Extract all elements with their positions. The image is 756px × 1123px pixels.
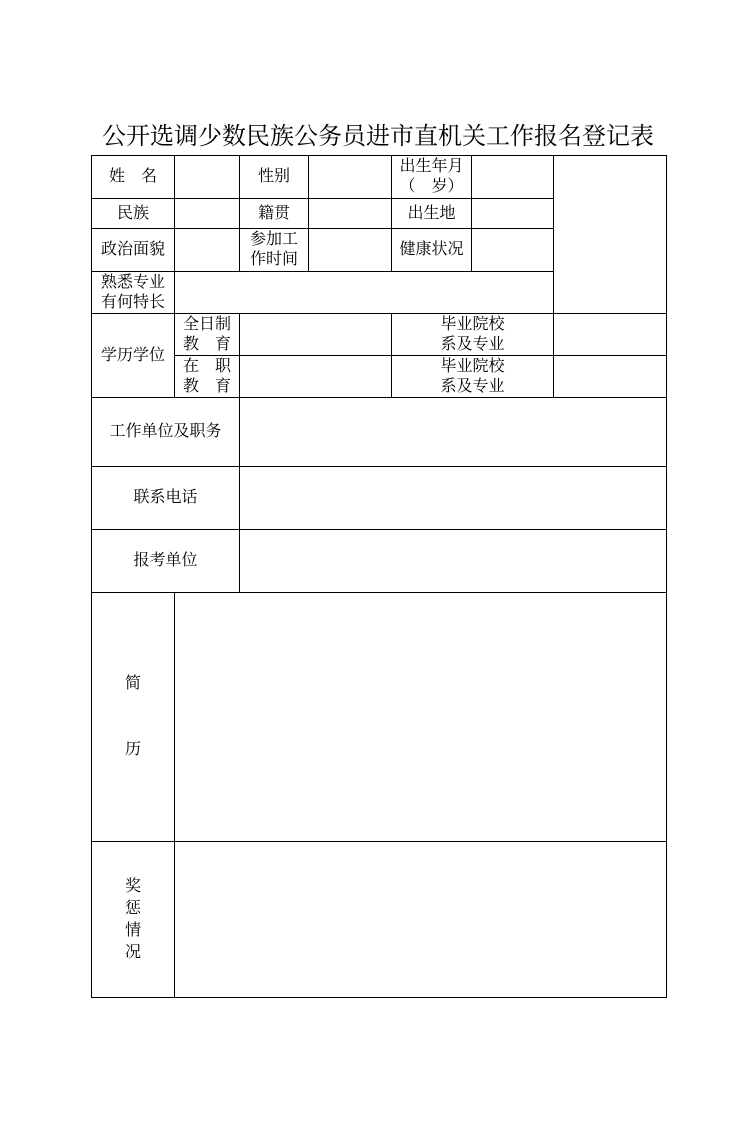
health-label: 健康状况 [392,229,472,272]
fulltime-school-major-field[interactable] [554,314,667,356]
fulltime-school-major-label [392,314,554,356]
birthplace-field[interactable] [472,199,554,229]
employer-label: 工作单位及职务 [92,398,240,467]
inservice-education-field[interactable] [240,356,392,398]
inservice-school-major-label [392,356,554,398]
resume-label-stack [92,674,174,760]
inservice-school-major-label-line-2: 系及专业 [440,377,505,395]
resume-label-char-2: 历 [124,741,141,758]
work-start-field[interactable] [309,229,392,272]
education-label: 学历学位 [92,314,175,398]
phone-label: 联系电话 [92,467,240,530]
applied-unit-field[interactable] [240,530,667,593]
work-start-label [240,229,309,272]
rewards-label-char-4: 况 [124,943,141,961]
fulltime-education-label-line-2: 教 育 [182,335,231,353]
resume-label [92,593,175,842]
specialty-label-line-2: 有何特长 [100,293,165,311]
rewards-label-stack [92,876,174,964]
native-place-field[interactable] [309,199,392,229]
form-row-resume [92,593,667,842]
fulltime-school-major-label-line-2: 系及专业 [440,335,505,353]
rewards-label [92,842,175,998]
inservice-education-label-line-1: 在 职 [182,357,231,375]
name-field[interactable] [175,156,240,199]
rewards-label-char-2: 惩 [124,899,141,917]
birth-date-field[interactable] [472,156,554,199]
rewards-label-char-3: 情 [124,921,141,939]
fulltime-education-field[interactable] [240,314,392,356]
resume-field[interactable] [175,593,667,842]
specialty-label [92,272,175,314]
gender-label: 性别 [240,156,309,199]
inservice-school-major-label-line-1: 毕业院校 [440,357,505,375]
form-row-phone [92,467,667,530]
rewards-field[interactable] [175,842,667,998]
gender-field[interactable] [309,156,392,199]
specialty-field[interactable] [175,272,554,314]
photo-cell[interactable] [554,156,667,314]
work-start-label-line-2: 作时间 [249,251,298,268]
form-row-applied-unit [92,530,667,593]
political-status-label: 政治面貌 [92,229,175,272]
form-title: 公开选调少数民族公务员进市直机关工作报名登记表 [102,123,654,150]
inservice-education-label-line-2: 教 育 [182,377,231,395]
fulltime-education-label [175,314,240,356]
inservice-education-label [175,356,240,398]
health-field[interactable] [472,229,554,272]
registration-form-table [91,155,667,998]
form-row-employer [92,398,667,467]
birth-date-label-line-2: （ 岁） [399,178,464,195]
name-label: 姓 名 [92,156,175,199]
employer-field[interactable] [240,398,667,467]
form-row-rewards [92,842,667,998]
fulltime-school-major-label-line-1: 毕业院校 [440,315,505,333]
form-row-education-inservice [92,356,667,398]
work-start-label-line-1: 参加工 [249,231,298,248]
birth-date-label-line-1: 出生年月 [399,158,464,175]
ethnicity-field[interactable] [175,199,240,229]
form-row-basic-1 [92,156,667,199]
political-status-field[interactable] [175,229,240,272]
applied-unit-label: 报考单位 [92,530,240,593]
birth-date-label [392,156,472,199]
phone-field[interactable] [240,467,667,530]
fulltime-education-label-line-1: 全日制 [182,315,231,333]
rewards-label-char-1: 奖 [124,877,141,895]
form-row-education-fulltime [92,314,667,356]
native-place-label: 籍贯 [240,199,309,229]
inservice-school-major-field[interactable] [554,356,667,398]
birthplace-label: 出生地 [392,199,472,229]
ethnicity-label: 民族 [92,199,175,229]
specialty-label-line-1: 熟悉专业 [100,273,165,291]
resume-label-char-1: 简 [124,675,141,692]
